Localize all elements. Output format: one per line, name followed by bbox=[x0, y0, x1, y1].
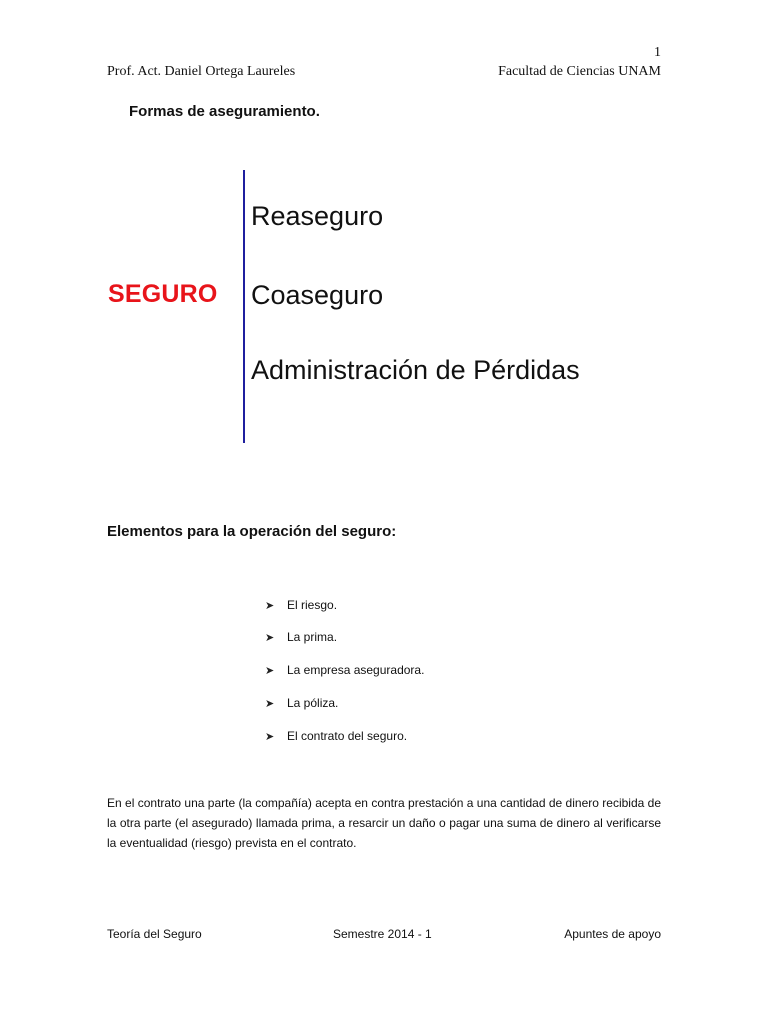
footer-semester: Semestre 2014 - 1 bbox=[333, 927, 432, 941]
list-item-text: La empresa aseguradora. bbox=[287, 663, 425, 677]
arrow-right-icon: ➤ bbox=[265, 664, 275, 677]
page-number: 1 bbox=[654, 45, 661, 60]
diagram-divider-line bbox=[243, 170, 245, 443]
diagram-branch-reaseguro: Reaseguro bbox=[251, 201, 384, 231]
list-item-text: El contrato del seguro. bbox=[287, 729, 408, 743]
diagram-root-label: SEGURO bbox=[108, 280, 218, 308]
list-item bbox=[265, 598, 337, 612]
arrow-right-icon: ➤ bbox=[265, 631, 275, 644]
list-item bbox=[265, 630, 337, 644]
footer-course: Teoría del Seguro bbox=[107, 927, 202, 941]
arrow-right-icon: ➤ bbox=[265, 730, 275, 743]
body-paragraph: En el contrato una parte (la compañía) acepta en contra prestación a una cantidad de dinero recibida de la otra parte (el asegurado) llamada prima, a resarcir un daño o pagar una suma de dinero al verificarse la eventualidad (riesgo) prevista en el contrato. bbox=[107, 796, 661, 850]
list-item-text: La póliza. bbox=[287, 696, 339, 710]
header-author: Prof. Act. Daniel Ortega Laureles bbox=[107, 64, 296, 79]
arrow-right-icon: ➤ bbox=[265, 697, 275, 710]
diagram-branch-administracion: Administración de Pérdidas bbox=[251, 355, 580, 385]
header-institution: Facultad de Ciencias UNAM bbox=[498, 64, 661, 79]
section-title-elementos: Elementos para la operación del seguro: bbox=[107, 523, 397, 540]
list-item bbox=[265, 696, 338, 710]
list-item-text: La prima. bbox=[287, 630, 338, 644]
list-item bbox=[265, 729, 407, 743]
list-item bbox=[265, 663, 424, 677]
list-item-text: El riesgo. bbox=[287, 598, 338, 612]
arrow-right-icon: ➤ bbox=[265, 599, 275, 612]
diagram-branch-coaseguro: Coaseguro bbox=[251, 280, 384, 310]
section-title-formas: Formas de aseguramiento. bbox=[129, 103, 320, 120]
footer-notes: Apuntes de apoyo bbox=[564, 927, 661, 941]
